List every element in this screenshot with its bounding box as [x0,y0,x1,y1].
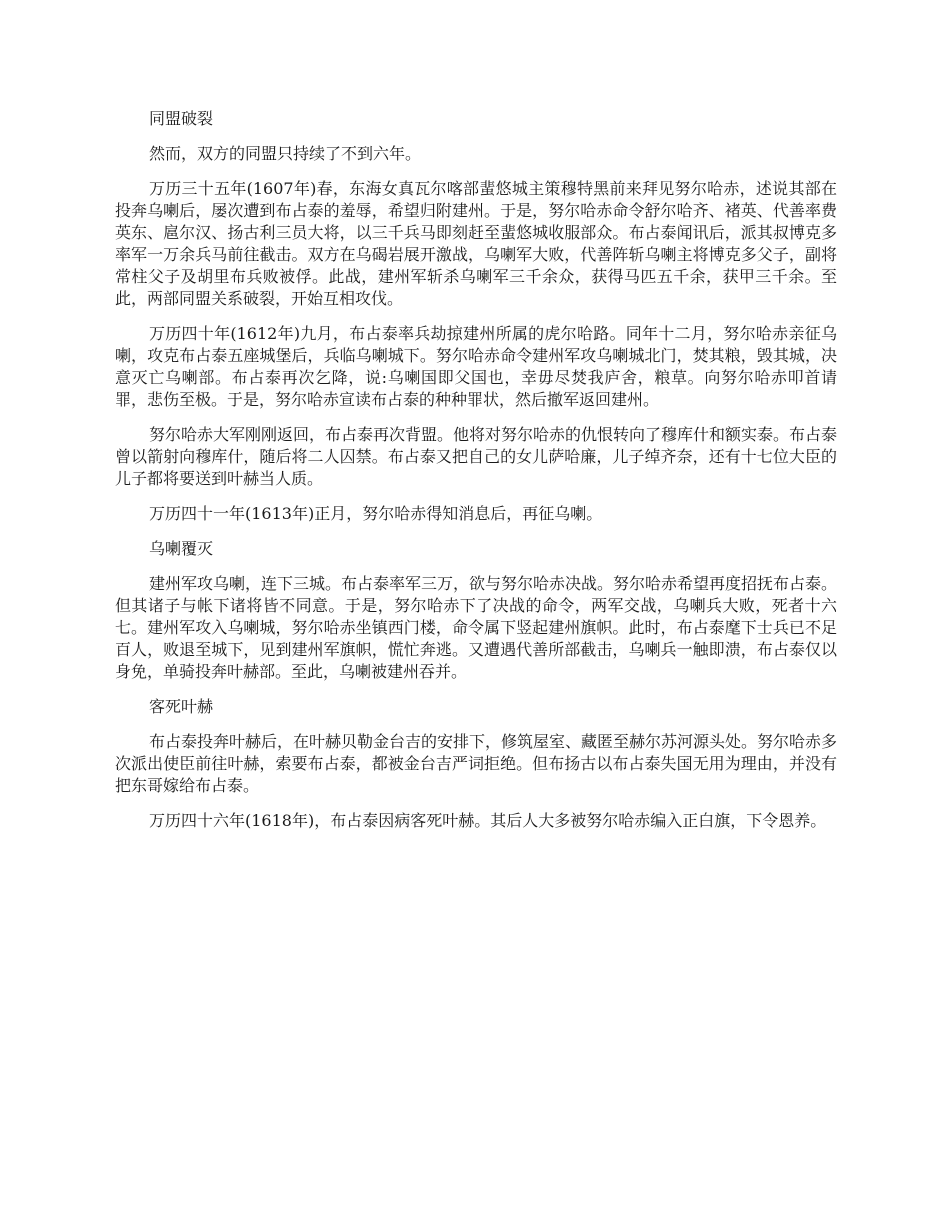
section-heading-alliance-breakdown: 同盟破裂 [149,109,214,128]
paragraph: 然而，双方的同盟只持续了不到六年。 [149,144,422,163]
paragraph: 万历四十一年(1613年)正月，努尔哈赤得知消息后，再征乌喇。 [149,504,603,523]
section-heading-death-in-yehe: 客死叶赫 [149,697,214,716]
paragraph: 万历四十年(1612年)九月，布占泰率兵劫掠建州所属的虎尔哈路。同年十二月，努尔哈赤亲征乌喇，攻克布占泰五座城堡后，兵临乌喇城下。努尔哈赤命令建州军攻乌喇城北门，焚其粮，毁其城，决意灭亡乌喇部。布占泰再次乞降，说:乌喇国即父国也，幸毋尽焚我庐舍，粮草。向努尔哈赤叩首请罪，悲伤至极。于是，努尔哈赤宣读布占泰的种种罪状，然后撤军返回建州。 [115,324,837,409]
paragraph: 布占泰投奔叶赫后，在叶赫贝勒金台吉的安排下，修筑屋室、藏匿至赫尔苏河源头处。努尔哈赤多次派出使臣前往叶赫，索要布占泰，都被金台吉严词拒绝。但布扬古以布占泰失国无用为理由，并没有把东哥嫁给布占泰。 [115,732,838,795]
paragraph: 万历三十五年(1607年)春，东海女真瓦尔喀部蜚悠城主策穆特黑前来拜见努尔哈赤，述说其部在投奔乌喇后，屡次遭到布占泰的羞辱，希望归附建州。于是，努尔哈赤命令舒尔哈齐、褚英、代善率费英东、扈尔汉、扬古利三员大将，以三千兵马即刻赶至蜚悠城收服部众。布占泰闻讯后，派其叔博克多率军一万余兵马前往截击。双方在乌碣岩展开激战，乌喇军大败，代善阵斩乌喇主将博克多父子，副将常柱父子及胡里布兵败被俘。此战，建州军斩杀乌喇军三千余众，获得马匹五千余，获甲三千余。至此，两部同盟关系破裂，开始互相攻伐。 [115,179,837,308]
paragraph: 万历四十六年(1618年)，布占泰因病客死叶赫。其后人大多被努尔哈赤编入正白旗，下令恩养。 [149,811,827,830]
paragraph: 努尔哈赤大军刚刚返回，布占泰再次背盟。他将对努尔哈赤的仇恨转向了穆库什和额实泰。布占泰曾以箭射向穆库什，随后将二人囚禁。布占泰又把自己的女儿萨哈廉，儿子绰齐奈，还有十七位大臣的儿子都将要送到叶赫当人质。 [115,425,838,488]
paragraph: 建州军攻乌喇，连下三城。布占泰率军三万，欲与努尔哈赤决战。努尔哈赤希望再度招抚布占泰。但其诸子与帐下诸将皆不同意。于是，努尔哈赤下了决战的命令，两军交战，乌喇兵大败，死者十六七。建州军攻入乌喇城，努尔哈赤坐镇西门楼，命令属下竖起建州旗帜。此时，布占泰麾下士兵已不足百人，败退至城下，见到建州军旗帜，慌忙奔逃。又遭遇代善所部截击，乌喇兵一触即溃，布占泰仅以身免，单骑投奔叶赫部。至此，乌喇被建州吞并。 [115,574,838,681]
section-heading-ula-fall: 乌喇覆灭 [149,539,214,558]
document-body [115,108,837,845]
